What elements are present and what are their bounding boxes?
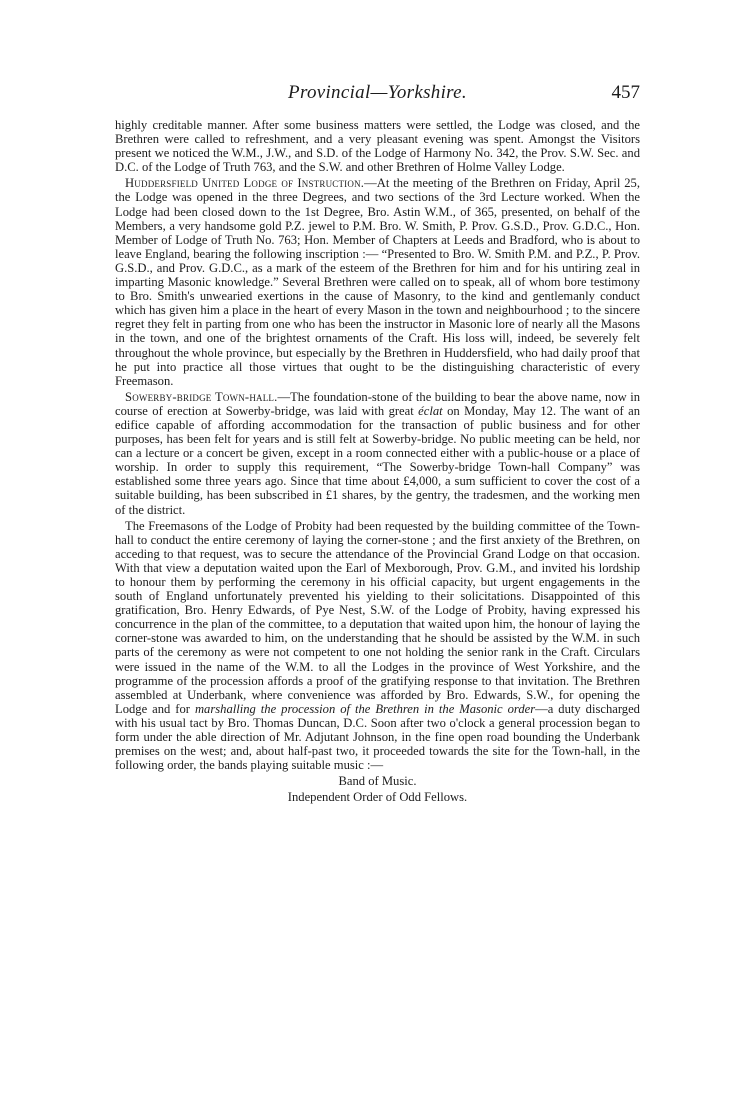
paragraph-text: highly creditable manner. After some business matters were settled, the Lodge was closed, and the Brethren were called to refreshment, and a very pleasant evening was spent. Amongst the Visitors present we noticed the W.M., J.W., and S.D. of the Lodge of Harmony No. 342, the Prov. S.W. Sec. and D.C. of the Lodge of Truth 763, and the S.W. and other Brethren of Holme Valley Lodge. bbox=[115, 118, 640, 175]
italic-eclat: éclat bbox=[418, 403, 443, 418]
section-heading-huddersfield: Huddersfield United Lodge of Instruction. bbox=[125, 176, 365, 191]
paragraph-text: —The foundation-stone of the building to bear the above name, now in course of erection at Sowerby-bridge, was laid with great bbox=[115, 389, 640, 418]
procession-band-of-music: Band of Music. bbox=[338, 774, 417, 789]
procession-odd-fellows: Independent Order of Odd Fellows. bbox=[287, 790, 468, 805]
running-head bbox=[115, 82, 640, 106]
paragraph-probity bbox=[115, 519, 640, 773]
article-body bbox=[115, 118, 640, 807]
paragraph-text: The Freemasons of the Lodge of Probity had been requested by the building committee of the Town-hall to conduct the entire ceremony of laying the corner-stone ; and the first anxiety of the Brethren, on acceding to that request, was to secure the attendance of the Provincial Grand Lodge on that occasion. With that view a deputation waited upon the Earl of Mexborough, Prov. G.M., and invited his lordship to honour them by performing the ceremony in his official capacity, but urgent engagements in the south of England unfortunately prevented his yielding to their solicitations. Disappointed of this gratification, Bro. Henry Edwards, of Pye Nest, S.W. of the Lodge of Probity, having expressed his concurrence in the plan of the committee, to a deputation that waited upon him, the honour of laying the corner-stone was awarded to him, on the understanding that he should be assisted by the W.M. in such parts of the ceremony as were not competent to one not holding the senior rank in the Craft. Circulars were issued in the name of the W.M. to all the Lodges in the province of West Yorkshire, and the programme of the procession affords a proof of the gratifying response to that invitation. The Brethren assembled at Underbank, where convenience was afforded by Bro. Edwards, S.W., for opening the Lodge and for bbox=[115, 518, 640, 716]
section-heading-sowerby-bridge: Sowerby-bridge Town-hall. bbox=[125, 389, 278, 404]
paragraph-text: —a duty discharged with his usual tact by Bro. Thomas Duncan, D.C. Soon after two o'clock a general procession began to form under the able direction of Mr. Adjutant Johnson, in the fine open road bounding the Underbank premises on the west; and, about half-past two, it proceeded towards the site for the Town-hall, in the following order, the bands playing suitable music :— bbox=[115, 701, 640, 773]
italic-marshalling: marshalling the procession of the Brethren in the Masonic order bbox=[194, 701, 536, 716]
paragraph-text: —At the meeting of the Brethren on Friday, April 25, the Lodge was opened in the three Degrees, and two sections of the 3rd Lecture worked. When the Lodge had been closed down to the 1st Degree, Bro. Astin W.M., of 365, presented, on behalf of the Members, a very handsome gold P.Z. jewel to P.M. Bro. W. Smith, P. Prov. G.S.D., Prov. G.D.C., Hon. Member of Lodge of Truth No. 763; Hon. Member of Chapters at Leeds and Bradford, who is about to leave England, bearing the following inscription :— “Presented to Bro. W. Smith P.M. and P.Z., P. Prov. G.S.D., and Prov. G.D.C., as a mark of the esteem of the Brethren for him and for his untiring zeal in imparting Masonic knowledge.” Several Brethren were called on to speak, all of whom bore testimony to Bro. Smith's unwearied exertions in the cause of Masonry, to the kind and gentlemanly conduct which has given him a place in the heart of every Mason in the town and neighbourhood ; to the sincere regret they felt in parting from one who has been the instructor in Masonic lore of nearly all the Masons in the town, and one of the brightest ornaments of the Craft. His loss will, indeed, be severely felt throughout the whole province, but especially by the Brethren in Huddersfield, who had daily proof that he put into practice all those virtues that ought to be the distinguishing characteristic of every Freemason. bbox=[115, 176, 640, 388]
running-title: Provincial—Yorkshire. bbox=[288, 82, 467, 103]
paragraph-sowerby-bridge bbox=[115, 390, 640, 517]
paragraph-text: on Monday, May 12. The want of an edifice capable of affording accommodation for the transaction of public business and for other purposes, has been felt for years and is still felt at Sowerby-bridge. No public meeting can be held, nor can a lecture or a concert be given, except in a room connected either with a public-house or a place of worship. In order to supply this requirement, “The Sowerby-bridge Town-hall Company” was established some three years ago. Since that time about £4,000, a sum sufficient to cover the cost of a suitable building, has been subscribed in £1 shares, by the gentry, the tradesmen, and the working men of the district. bbox=[115, 403, 641, 517]
paragraph-holme-valley bbox=[115, 118, 640, 174]
page-number: 457 bbox=[611, 82, 640, 103]
paragraph-huddersfield bbox=[115, 176, 640, 387]
